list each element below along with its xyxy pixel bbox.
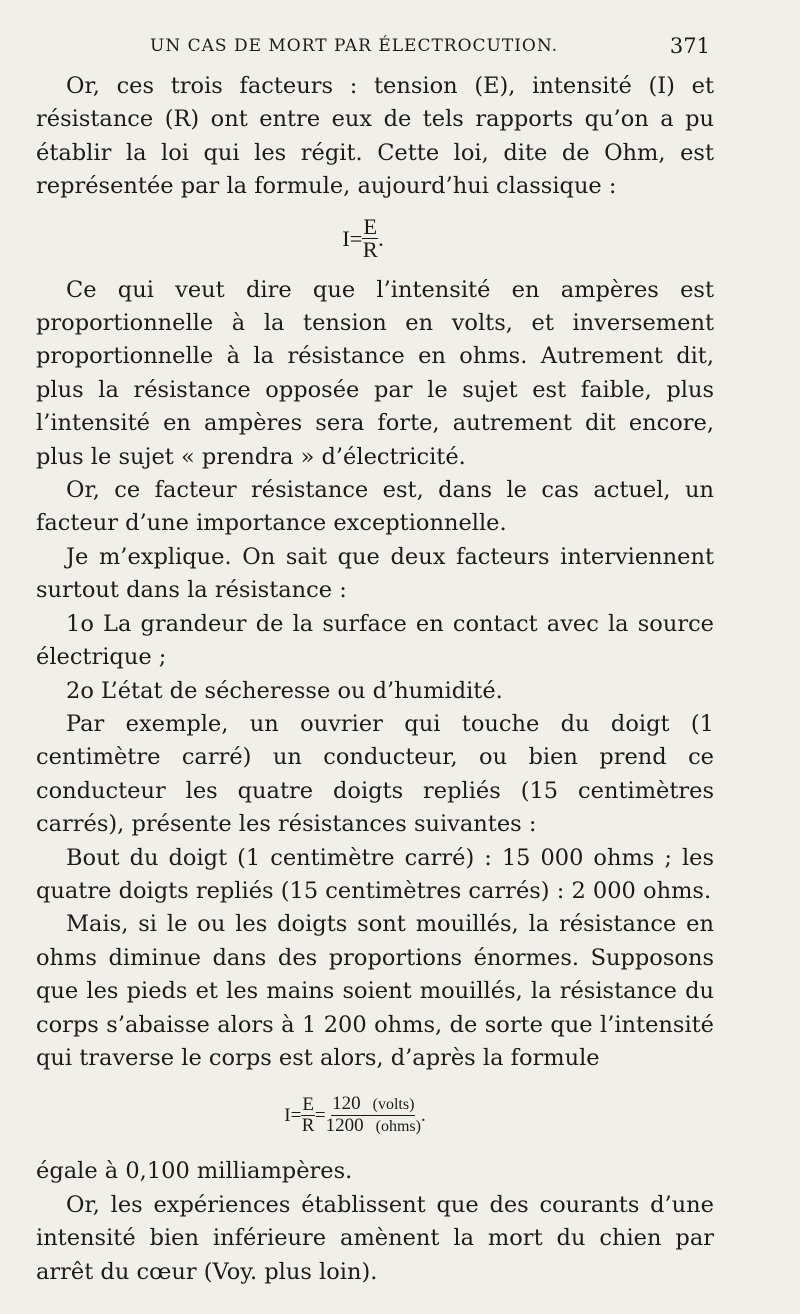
formula-denominator: R (362, 237, 378, 263)
paragraph-wet-hands: Mais, si le ou les doigts sont mouillés, la résistance en ohms diminue dans des proportions énormes. Supposons que les pieds et les mains soient mouillés, la résistance du corps s’abaisse alors à 1 200 ohms, de sorte que l’intensité qui traverse le corps est alors, d’après la formule (36, 911, 714, 1071)
formula-numerator-value (331, 1094, 415, 1116)
numerator-number: 120 (332, 1092, 361, 1114)
formula-period: . (378, 225, 384, 251)
formula-lhs: I (284, 1104, 291, 1126)
body-text (36, 70, 714, 1289)
paragraph-explanation: Ce qui veut dire que l’intensité en ampères est proportionnelle à la tension en volts, et inversement proportionnelle à la résistance en ohms. Autrement dit, plus la résistance opposée par le sujet est faible, plus l’intensité en ampères sera forte, autrement dit encore, plus le sujet « prendra » d’électricité. (36, 276, 714, 470)
formula-lhs: I (342, 225, 350, 251)
formula-fraction (362, 216, 378, 261)
list-item-surface: 1o La grandeur de la surface en contact avec la source électrique ; (36, 610, 714, 671)
paragraph-conclusion: Or, les expériences établissent que des courants d’une intensité bien inférieure amènent la mort du chien par arrêt du cœur (Voy. plus loin). (36, 1191, 714, 1285)
chapter-title: UN CAS DE MORT PAR ÉLECTROCUTION. (150, 36, 559, 56)
denominator-number: 1200 (325, 1114, 364, 1136)
paragraph-example: Par exemple, un ouvrier qui touche du doigt (1 centimètre carré) un conducteur, ou bien prend ce conducteur les quatre doigts repliés (15 centimètres carrés), présente les résistances suivantes : (36, 710, 714, 838)
formula-equals: = (349, 225, 363, 251)
paragraph-resistances: Bout du doigt (1 centimètre carré) : 15 000 ohms ; les quatre doigts repliés (15 centimètres carrés) : 2 000 ohms. (36, 844, 714, 904)
numerator-unit: (volts) (372, 1095, 415, 1113)
paragraph-resistance-factor: Or, ce facteur résistance est, dans le cas actuel, un facteur d’une importance exceptionnelle. (36, 477, 714, 537)
denominator-unit: (ohms) (375, 1117, 421, 1135)
list-item-humidity: 2o L’état de sécheresse ou d’humidité. (66, 677, 503, 704)
formula-fraction-numeric (326, 1094, 421, 1137)
ohm-law-formula (12, 204, 714, 274)
formula-denominator: R (301, 1114, 315, 1136)
formula-fraction-symbolic (301, 1095, 315, 1136)
formula-equals: = (290, 1104, 302, 1126)
paragraph-two-factors: Je m’explique. On sait que deux facteurs interviennent surtout dans la résistance : (36, 543, 714, 604)
paragraph-result: égale à 0,100 milliampères. (36, 1158, 353, 1185)
intensity-formula (0, 1075, 714, 1155)
formula-equals-second: = (314, 1104, 326, 1126)
paragraph-ohm-factors: Or, ces trois facteurs : tension (E), intensité (I) et résistance (R) ont entre eux de tels rapports qu’on a pu établir la loi qui les régit. Cette loi, dite de Ohm, est représentée par la formule, aujourd’hui classique : (36, 73, 714, 200)
page-number: 371 (669, 34, 710, 58)
formula-numerator: E (302, 1093, 314, 1115)
formula-numerator: E (363, 214, 378, 240)
formula-period: . (420, 1104, 426, 1126)
formula-denominator-value (326, 1116, 421, 1137)
